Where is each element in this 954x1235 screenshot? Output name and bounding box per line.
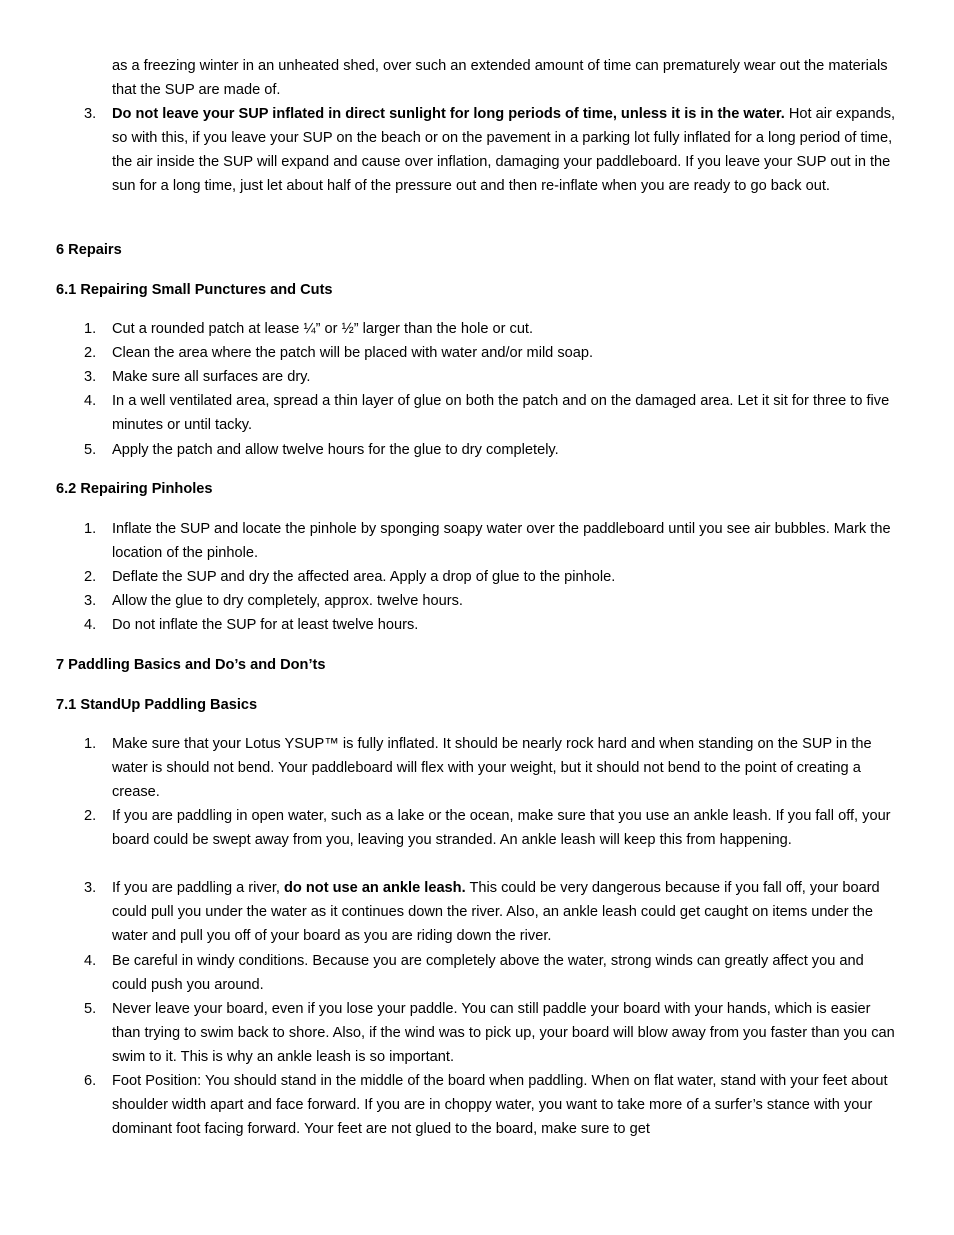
list-number: 2. bbox=[84, 345, 97, 361]
list-text: Make sure that your Lotus YSUP™ is fully inflated. It should be nearly rock hard and when standing on the SUP in the water is should not bend. Your paddleboard will flex with your weight, but it should not bend to the point of creating a crease. bbox=[112, 736, 872, 800]
list-number: 1. bbox=[84, 321, 97, 337]
section-heading-6-1: 6.1 Repairing Small Punctures and Cuts bbox=[56, 282, 333, 298]
list-text: Never leave your board, even if you lose your paddle. You can still paddle your board with your hands, which is easier than trying to swim back to shore. Also, if the wind was to pick up, your board will blow away from you faster than you can swim to it. This is why an ankle leash is so important. bbox=[112, 1001, 895, 1065]
list-text-post: This could be very dangerous because if you fall off, your board could pull you under the water as it continues down the river. Also, an ankle leash could get caught on items under the water and pull you off of your board as you are riding down the river. bbox=[112, 880, 880, 944]
list-text: Clean the area where the patch will be placed with water and/or mild soap. bbox=[112, 345, 594, 361]
list-number: 3. bbox=[84, 369, 97, 385]
section-heading-7: 7 Paddling Basics and Do’s and Don’ts bbox=[56, 657, 326, 673]
list-text: Foot Position: You should stand in the middle of the board when paddling. When on flat water, stand with your feet about shoulder width apart and face forward. If you are in choppy water, you want to take more of a surfer’s stance with your dominant foot facing forward. Your feet are not glued to the board, make sure to get bbox=[112, 1073, 888, 1137]
section-heading-7-1: 7.1 StandUp Paddling Basics bbox=[56, 697, 258, 713]
list-number: 5. bbox=[84, 442, 97, 458]
list-number: 3. bbox=[84, 106, 97, 122]
bold-warning: Do not leave your SUP inflated in direct sunlight for long periods of time, unless it is in the water. bbox=[112, 106, 785, 122]
list-text-rest: Hot air expands, so with this, if you leave your SUP on the beach or on the pavement in a parking lot fully inflated for a long period of time, the air inside the SUP will expand and cause over inflation, damaging your paddleboard. If you leave your SUP out in the sun for a long time, just let about half of the pressure out and then re-inflate when you are ready to go back out. bbox=[112, 106, 896, 194]
list-number: 2. bbox=[84, 808, 97, 824]
list-text: Be careful in windy conditions. Because you are completely above the water, strong winds can greatly affect you and could push you around. bbox=[112, 953, 864, 993]
bold-warning: do not use an ankle leash. bbox=[283, 880, 466, 896]
list-number: 3. bbox=[84, 880, 97, 896]
list-number: 4. bbox=[84, 393, 97, 409]
list-text: Deflate the SUP and dry the affected area. Apply a drop of glue to the pinhole. bbox=[112, 569, 616, 585]
list-number: 1. bbox=[84, 521, 97, 537]
list-text: Make sure all surfaces are dry. bbox=[112, 369, 311, 385]
list-text: Do not inflate the SUP for at least twelve hours. bbox=[112, 617, 419, 633]
list-text: Allow the glue to dry completely, approx. twelve hours. bbox=[112, 593, 463, 609]
list-number: 6. bbox=[84, 1073, 97, 1089]
list-number: 2. bbox=[84, 569, 97, 585]
list-text bbox=[112, 876, 902, 948]
list-text: In a well ventilated area, spread a thin layer of glue on both the patch and on the damaged area. Let it sit for three to five minutes or until tacky. bbox=[112, 393, 890, 433]
list-number: 4. bbox=[84, 953, 97, 969]
list-number: 5. bbox=[84, 1001, 97, 1017]
continuation-paragraph: as a freezing winter in an unheated shed, over such an extended amount of time can prematurely wear out the materials that the SUP are made of. bbox=[112, 58, 888, 98]
list-number: 3. bbox=[84, 593, 97, 609]
list-text-pre: If you are paddling a river, bbox=[112, 880, 284, 896]
list-text: Cut a rounded patch at lease ¼” or ½” larger than the hole or cut. bbox=[112, 321, 534, 337]
list-text: If you are paddling in open water, such as a lake or the ocean, make sure that you use an ankle leash. If you fall off, your board could be swept away from you, leaving you stranded. An ankle leash will keep this from happening. bbox=[112, 808, 891, 848]
list-number: 1. bbox=[84, 736, 97, 752]
list-text bbox=[112, 102, 902, 198]
list-text: Apply the patch and allow twelve hours for the glue to dry completely. bbox=[112, 442, 559, 458]
list-number: 4. bbox=[84, 617, 97, 633]
section-heading-6: 6 Repairs bbox=[56, 242, 122, 258]
list-text: Inflate the SUP and locate the pinhole by sponging soapy water over the paddleboard until you see air bubbles. Mark the location of the pinhole. bbox=[112, 521, 891, 561]
section-heading-6-2: 6.2 Repairing Pinholes bbox=[56, 481, 213, 497]
